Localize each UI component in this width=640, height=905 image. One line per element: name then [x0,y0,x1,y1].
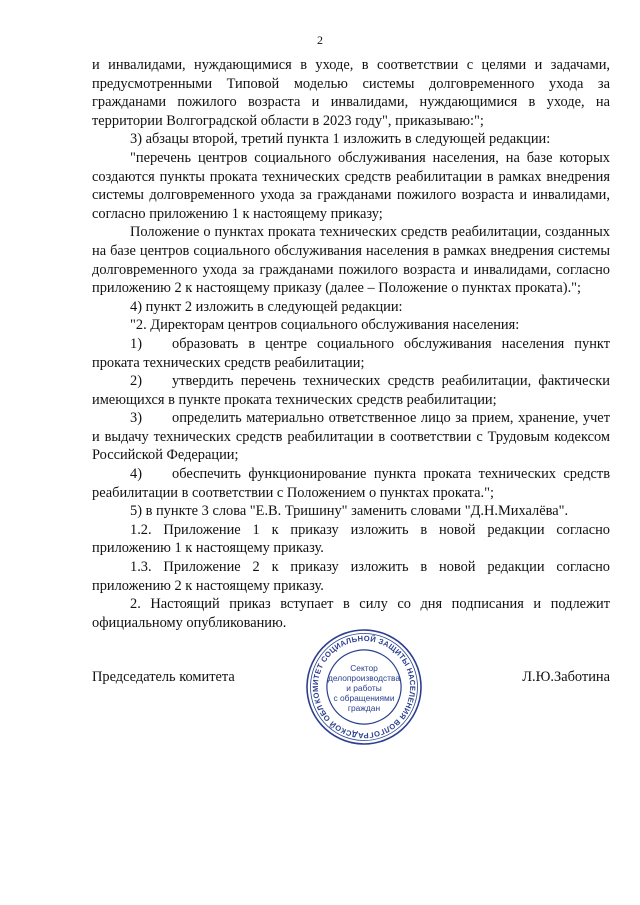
signer-title: Председатель комитета [92,669,235,685]
paragraph: "перечень центров социального обслуживания населения, на базе которых создаются пункты проката технических средств реабилитации в рамках внедрения системы долговременного ухода за гражданами пожилого возраста и инвалидами, согласно приложению 1 к настоящему приказу; [92,149,610,222]
paragraph: 2. Настоящий приказ вступает в силу со дня подписания и подлежит официальному опубликованию. [92,596,610,631]
paragraph: 1.3. Приложение 2 к приказу изложить в новой редакции согласно приложению 2 к настоящему приказу. [92,559,610,594]
official-stamp [305,628,423,746]
stamp-line: Сектор [350,663,378,673]
stamp-line: делопроизводства [327,673,401,683]
paragraph: Положение о пунктах проката технических средств реабилитации, созданных на базе центров социального обслуживания населения в рамках внедрения системы долговременного ухода за гражданами пожилого возраста и инвалидами, согласно приложению 2 к настоящему приказу (далее – Положение о пунктах проката)."; [92,224,610,297]
stamp-ring-text: КОМИТЕТ СОЦИАЛЬНОЙ ЗАЩИТЫ НАСЕЛЕНИЯ ВОЛГОГРАДСКОЙ ОБЛАСТИ [310,633,418,741]
paragraph: 4) пункт 2 изложить в следующей редакции: [130,298,403,315]
paragraph: 5) в пункте 3 слова "Е.В. Тришину" заменить словами "Д.Н.Михалёва". [130,503,569,520]
list-item-text: образовать в центре социального обслуживания населения пункт проката технических средств реабилитации; [92,335,610,371]
list-item-text: определить материально ответственное лицо за прием, хранение, учет и выдачу технических средств реабилитации в соответствии с Трудовым кодексом Российской Федерации; [92,410,610,464]
paragraph: и инвалидами, нуждающимися в уходе, в соответствии с целями и задачами, предусмотренными Типовой моделью системы долговременного ухода за гражданами пожилого возраста и инвалидами, нуждающимися в уходе, на территории Волгоградской области в 2023 году", приказываю:"; [92,57,610,129]
stamp-line: и работы [346,683,382,693]
paragraph: 1.2. Приложение 1 к приказу изложить в новой редакции согласно приложению 1 к настоящему приказу. [92,521,610,557]
stamp-line: граждан [347,703,381,713]
stamp-line: с обращениями [333,693,395,703]
signer-name: Л.Ю.Заботина [522,669,610,685]
list-item [92,465,610,502]
list-item [92,409,610,465]
page-number: 2 [317,33,323,47]
list-item-number: 2) [130,373,142,390]
list-item [92,335,610,372]
document-body [92,56,610,632]
list-item-text: утвердить перечень технических средств реабилитации, фактически имеющихся в пункте проката технических средств реабилитации; [92,373,610,408]
list-item-number: 3) [130,410,142,427]
list-item-number: 4) [130,466,142,483]
list-item-text: обеспечить функционирование пункта проката технических средств реабилитации в соответствии с Положением о пунктах проката."; [92,466,610,501]
paragraph: "2. Директорам центров социального обслуживания населения: [130,317,520,334]
list-item-number: 1) [130,335,142,352]
list-item [92,372,610,409]
paragraph: 3) абзацы второй, третий пункта 1 изложить в следующей редакции: [130,131,551,148]
